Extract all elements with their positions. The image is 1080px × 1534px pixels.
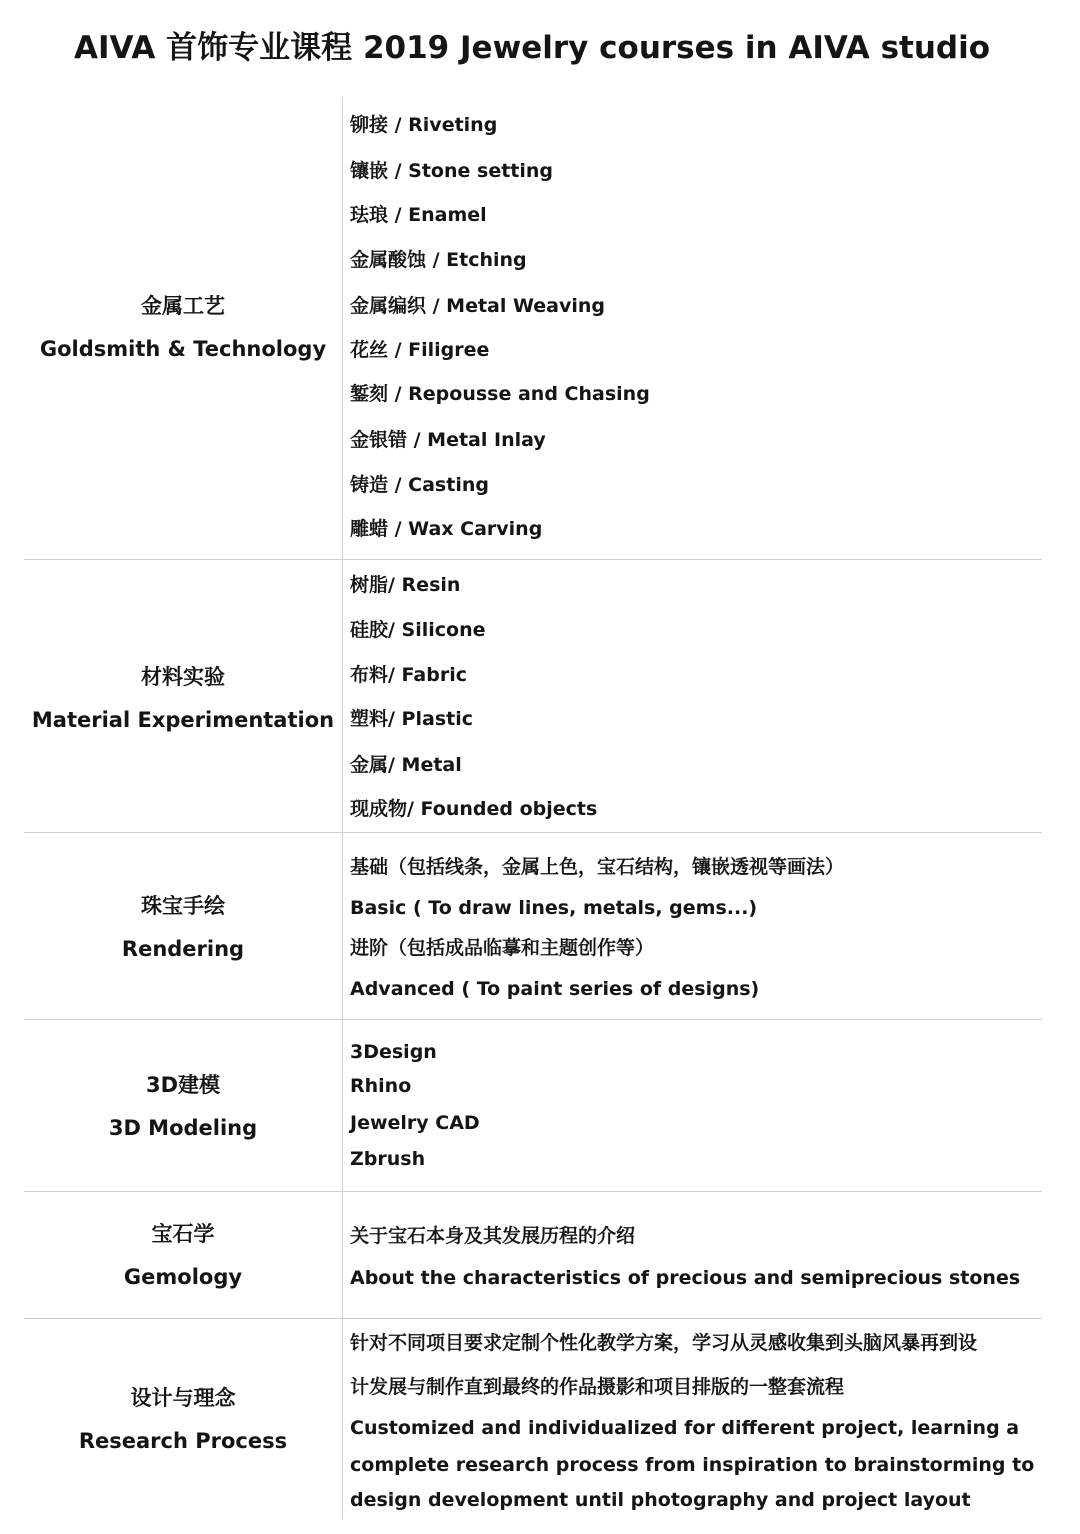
course-item: 塑料/ Plastic — [350, 708, 473, 730]
category-en: Research Process — [78, 1429, 288, 1453]
course-item: design development until photography and project layout — [350, 1489, 971, 1511]
course-item: 镶嵌 / Stone setting — [350, 160, 554, 182]
course-item: 布料/ Fabric — [350, 664, 467, 686]
course-item: Rhino — [350, 1075, 412, 1097]
category-zh: 珠宝手绘 — [141, 894, 225, 918]
category-en: Rendering — [121, 937, 245, 961]
category-zh: 宝石学 — [151, 1222, 215, 1246]
category-zh: 3D建模 — [145, 1073, 221, 1097]
course-item: 錾刻 / Repousse and Chasing — [350, 383, 650, 405]
category-research-process — [24, 1388, 342, 1452]
category-3d-modeling — [24, 1075, 342, 1139]
row-divider — [24, 1019, 1042, 1020]
page-title: AIVA 首饰专业课程 2019 Jewelry courses in AIVA studio — [73, 30, 991, 66]
category-zh: 设计与理念 — [130, 1386, 236, 1410]
course-item: 现成物/ Founded objects — [350, 798, 598, 820]
category-material — [24, 667, 342, 731]
course-item: 花丝 / Filigree — [350, 339, 490, 361]
course-item: 铸造 / Casting — [350, 474, 489, 496]
category-zh: 金属工艺 — [141, 294, 225, 318]
course-item: 针对不同项目要求定制个性化教学方案，学习从灵感收集到头脑风暴再到设 — [350, 1332, 978, 1354]
category-en: Goldsmith & Technology — [39, 337, 327, 361]
course-item: 珐琅 / Enamel — [350, 204, 487, 226]
course-item: 关于宝石本身及其发展历程的介绍 — [350, 1225, 636, 1247]
course-item: complete research process from inspiration to brainstorming to — [350, 1454, 1035, 1476]
course-item: 进阶（包括成品临摹和主题创作等） — [350, 937, 655, 959]
course-item: 金属/ Metal — [350, 754, 462, 776]
course-item: 基础（包括线条，金属上色，宝石结构，镶嵌透视等画法） — [350, 856, 845, 878]
course-item: About the characteristics of precious and semiprecious stones — [350, 1267, 1021, 1289]
course-item: 金银错 / Metal Inlay — [350, 429, 546, 451]
course-item: Basic ( To draw lines, metals, gems...) — [350, 897, 758, 919]
course-item: 树脂/ Resin — [350, 574, 461, 596]
course-item: 硅胶/ Silicone — [350, 619, 486, 641]
row-divider — [24, 559, 1042, 560]
course-item: Advanced ( To paint series of designs) — [350, 978, 760, 1000]
category-zh: 材料实验 — [141, 665, 225, 689]
column-divider — [342, 97, 343, 1520]
row-divider — [24, 832, 1042, 833]
course-item: 3Design — [350, 1041, 437, 1063]
course-item: 雕蜡 / Wax Carving — [350, 518, 543, 540]
row-divider — [24, 1318, 1042, 1319]
category-en: Gemology — [123, 1265, 243, 1289]
course-item: 金属酸蚀 / Etching — [350, 249, 527, 271]
course-item: 铆接 / Riveting — [350, 114, 498, 136]
course-item: Zbrush — [350, 1148, 426, 1170]
course-item: 计发展与制作直到最终的作品摄影和项目排版的一整套流程 — [350, 1376, 845, 1398]
category-gemology — [24, 1224, 342, 1288]
category-en: Material Experimentation — [31, 708, 335, 732]
course-item: Customized and individualized for different project, learning a — [350, 1417, 1020, 1439]
category-en: 3D Modeling — [108, 1116, 258, 1140]
course-item: 金属编织 / Metal Weaving — [350, 295, 606, 317]
row-divider — [24, 1191, 1042, 1192]
course-item: Jewelry CAD — [350, 1112, 480, 1134]
category-goldsmith — [24, 296, 342, 360]
category-rendering — [24, 896, 342, 960]
